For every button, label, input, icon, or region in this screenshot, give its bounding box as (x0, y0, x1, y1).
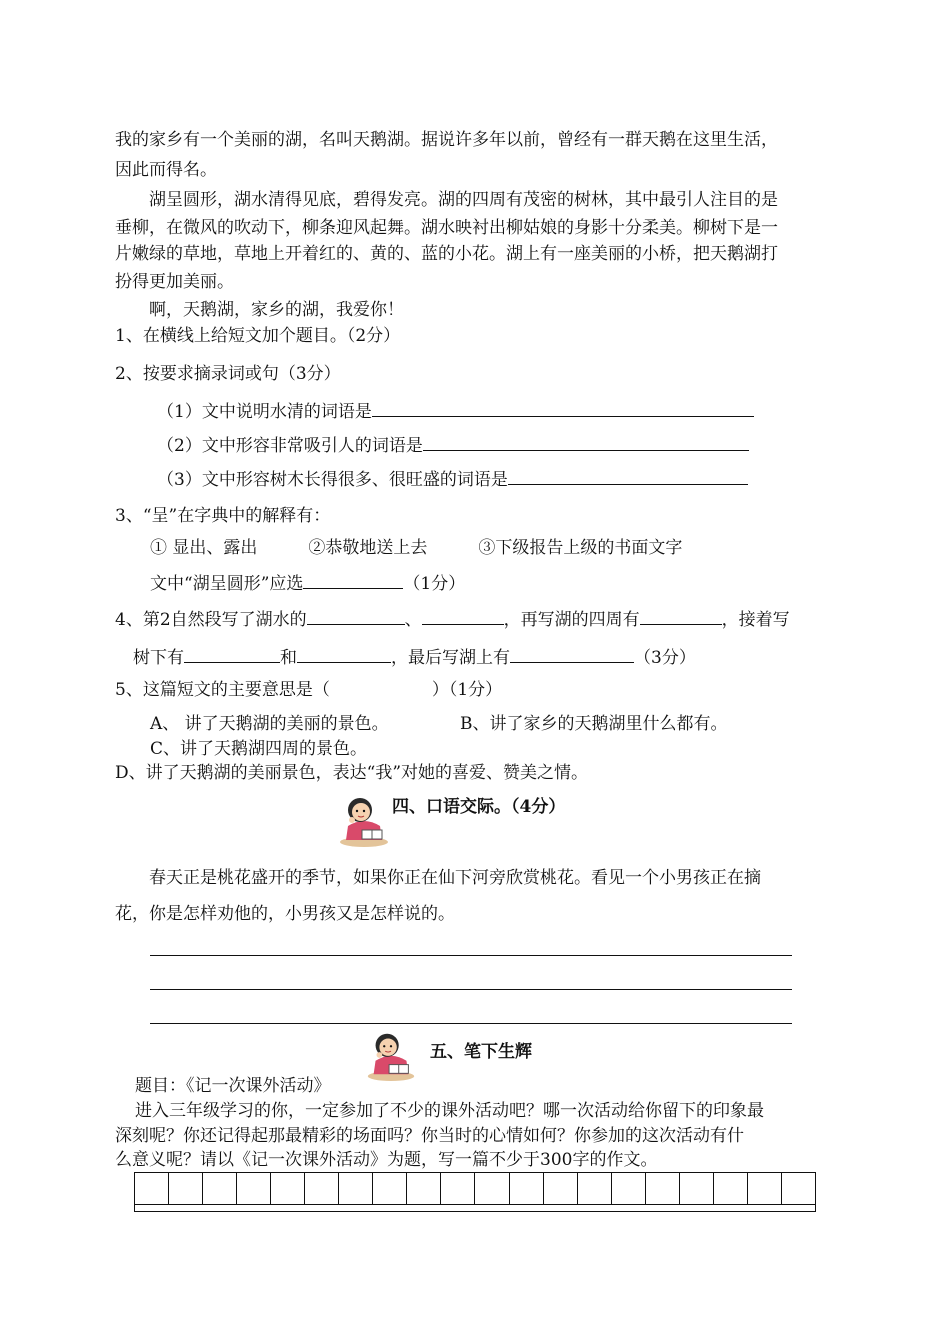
grid-cell[interactable] (135, 1173, 169, 1204)
question-5-option-c: C、讲了天鹅湖四周的景色。 (150, 739, 368, 759)
grid-cell[interactable] (714, 1173, 748, 1204)
section-5-topic: 题目：《记一次课外活动》 (135, 1076, 331, 1096)
answer-blank[interactable] (423, 434, 749, 451)
answer-blank[interactable] (372, 400, 754, 417)
passage-p1-line2: 因此而得名。 (115, 160, 217, 180)
composition-grid[interactable] (134, 1172, 816, 1212)
grid-cell[interactable] (203, 1173, 237, 1204)
question-1: 1、在横线上给短文加个题目。（2分） (115, 326, 401, 346)
question-5-option-a: A、 讲了天鹅湖的美丽的景色。 (150, 714, 389, 734)
grid-cell[interactable] (169, 1173, 203, 1204)
question-3-options: ① 显出、露出 ②恭敬地送上去 ③下级报告上级的书面文字 (150, 538, 683, 558)
question-2: 2、按要求摘录词或句（3分） (115, 364, 341, 384)
grid-cell[interactable] (510, 1173, 544, 1204)
section-5-line3: 么意义呢？请以《记一次课外活动》为题，写一篇不少于300字的作文。 (115, 1150, 658, 1170)
girl-reading-icon (338, 790, 390, 848)
grid-cell[interactable] (339, 1173, 373, 1204)
section-5-line2: 深刻呢？你还记得起那最精彩的场面吗？你当时的心情如何？你参加的这次活动有什 (115, 1126, 744, 1146)
passage-p1-line1: 我的家乡有一个美丽的湖，名叫天鹅湖。据说许多年以前，曾经有一群天鹅在这里生活， (115, 130, 778, 150)
answer-blank[interactable] (307, 608, 405, 625)
question-2-3: （3）文中形容树木长得很多、很旺盛的词语是 (157, 468, 748, 490)
answer-blank[interactable] (184, 646, 280, 663)
writing-line[interactable] (150, 989, 792, 990)
passage-p3-line1: 啊，天鹅湖，家乡的湖，我爱你！ (149, 300, 404, 320)
question-3: 3、“呈”在字典中的解释有： (115, 506, 331, 526)
section-4-title: 四、口语交际。（4分） (392, 797, 566, 817)
passage-p2-line2: 垂柳，在微风的吹动下，柳条迎风起舞。湖水映衬出柳姑娘的身影十分柔美。柳树下是一 (115, 218, 778, 238)
section-4-line1: 春天正是桃花盛开的季节，如果你正在仙下河旁欣赏桃花。看见一个小男孩正在摘 (149, 868, 761, 888)
question-4-line2: 树下有 和 ，最后写湖上有 （3分） (133, 648, 696, 668)
writing-line[interactable] (150, 955, 792, 956)
answer-blank[interactable] (508, 468, 748, 485)
writing-line[interactable] (150, 1023, 792, 1024)
answer-blank[interactable] (510, 646, 634, 663)
grid-cell[interactable] (544, 1173, 578, 1204)
grid-cell[interactable] (407, 1173, 441, 1204)
grid-cell[interactable] (680, 1173, 714, 1204)
grid-cell[interactable] (271, 1173, 305, 1204)
question-3-answer: 文中“湖呈圆形”应选 （1分） (150, 574, 466, 594)
question-2-2: （2）文中形容非常吸引人的词语是 (157, 434, 749, 456)
grid-cell[interactable] (748, 1173, 782, 1204)
grid-cell[interactable] (646, 1173, 680, 1204)
composition-grid-row (135, 1173, 815, 1205)
passage-p2-line1: 湖呈圆形，湖水清得见底，碧得发亮。湖的四周有茂密的树林，其中最引人注目的是 (149, 190, 778, 210)
question-5-option-d: D、讲了天鹅湖的美丽景色，表达“我”对她的喜爱、赞美之情。 (115, 763, 589, 783)
grid-cell[interactable] (475, 1173, 509, 1204)
grid-cell[interactable] (578, 1173, 612, 1204)
grid-cell[interactable] (373, 1173, 407, 1204)
grid-cell[interactable] (305, 1173, 339, 1204)
passage-p2-line4: 扮得更加美丽。 (115, 272, 234, 292)
grid-cell[interactable] (237, 1173, 271, 1204)
question-5: 5、这篇短文的主要意思是（ ）（1分） (115, 680, 503, 700)
question-2-1: （1）文中说明水清的词语是 (157, 400, 754, 422)
grid-cell[interactable] (782, 1173, 815, 1204)
question-4-line1: 4、第2自然段写了湖水的 、 ，再写湖的四周有 ，接着写 (115, 610, 790, 630)
section-4-line2: 花，你是怎样劝他的，小男孩又是怎样说的。 (115, 904, 455, 924)
passage-p2-line3: 片嫩绿的草地，草地上开着红的、黄的、蓝的小花。湖上有一座美丽的小桥，把天鹅湖打 (115, 244, 778, 264)
grid-cell[interactable] (441, 1173, 475, 1204)
answer-blank[interactable] (303, 572, 403, 589)
section-5-title: 五、笔下生辉 (430, 1042, 532, 1062)
answer-blank[interactable] (297, 646, 391, 663)
girl-reading-icon (362, 1026, 420, 1082)
question-5-option-b: B、讲了家乡的天鹅湖里什么都有。 (460, 714, 728, 734)
answer-blank[interactable] (640, 608, 722, 625)
section-5-line1: 进入三年级学习的你，一定参加了不少的课外活动吧？哪一次活动给你留下的印象最 (135, 1101, 764, 1121)
answer-blank[interactable] (422, 608, 504, 625)
grid-cell[interactable] (612, 1173, 646, 1204)
